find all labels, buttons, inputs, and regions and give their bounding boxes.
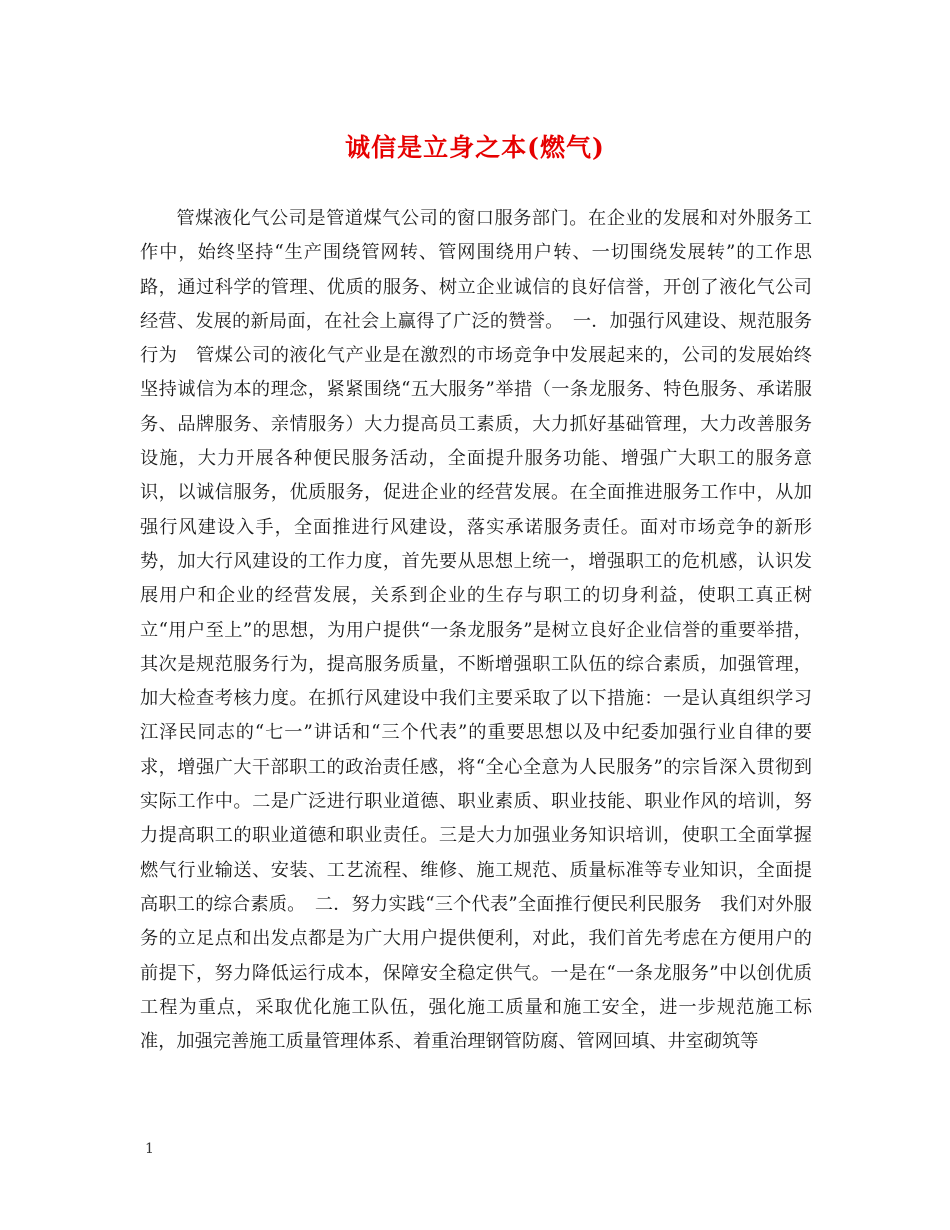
- page-number: 1: [145, 1141, 154, 1157]
- document-body-paragraph: 管煤液化气公司是管道煤气公司的窗口服务部门。在企业的发展和对外服务工作中，始终坚持“生产围绕管网转、管网围绕用户转、一切围绕发展转”的工作思路，通过科学的管理、优质的服务、树立企业诚信的良好信誉，开创了液化气公司经营、发展的新局面，在社会上赢得了广泛的赞誉。 一．加强行风建设、规范服务行为 管煤公司的液化气产业是在激烈的市场竞争中发展起来的，公司的发展始终坚持诚信为本的理念，紧紧围绕“五大服务”举措（一条龙服务、特色服务、承诺服务、品牌服务、亲情服务）大力提高员工素质，大力抓好基础管理，大力改善服务设施，大力开展各种便民服务活动，全面提升服务功能、增强广大职工的服务意识，以诚信服务，优质服务，促进企业的经营发展。在全面推进服务工作中，从加强行风建设入手，全面推进行风建设，落实承诺服务责任。面对市场竞争的新形势，加大行风建设的工作力度，首先要从思想上统一，增强职工的危机感，认识发展用户和企业的经营发展，关系到企业的生存与职工的切身利益，使职工真正树立“用户至上”的思想，为用户提供“一条龙服务”是树立良好企业信誉的重要举措，其次是规范服务行为，提高服务质量，不断增强职工队伍的综合素质，加强管理，加大检查考核力度。在抓行风建设中我们主要采取了以下措施：一是认真组织学习江泽民同志的“七一”讲话和“三个代表”的重要思想以及中纪委加强行业自律的要求，增强广大干部职工的政治责任感，将“全心全意为人民服务”的宗旨深入贯彻到实际工作中。二是广泛进行职业道德、职业素质、职业技能、职业作风的培训，努力提高职工的职业道德和职业责任。三是大力加强业务知识培训，使职工全面掌握燃气行业输送、安装、工艺流程、维修、施工规范、质量标准等专业知识，全面提高职工的综合素质。 二．努力实践“三个代表”全面推行便民利民服务 我们对外服务的立足点和出发点都是为广大用户提供便利，对此，我们首先考虑在方便用户的前提下，努力降低运行成本，保障安全稳定供气。一是在“一条龙服务”中以创优质工程为重点，采取优化施工队伍，强化施工质量和施工安全，进一步规范施工标准，加强完善施工质量管理体系、着重治理钢管防腐、管网回填、井室砌筑等: [140, 208, 812, 1053]
- document-title: 诚信是立身之本(燃气): [345, 133, 605, 162]
